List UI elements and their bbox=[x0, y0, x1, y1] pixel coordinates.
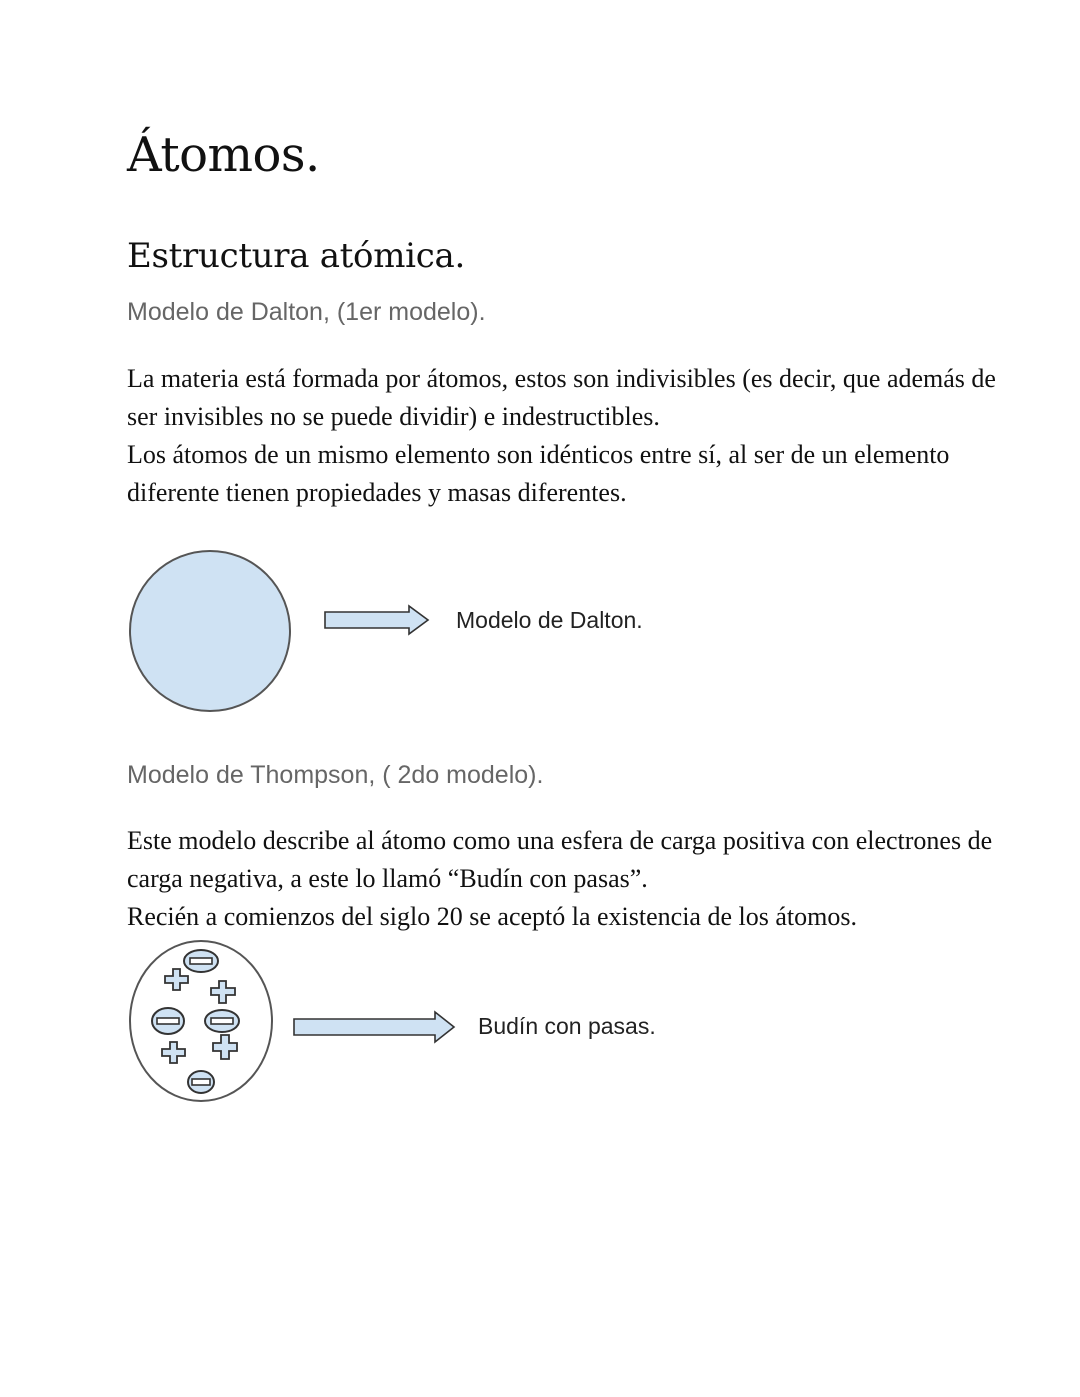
dalton-text bbox=[127, 360, 1007, 512]
dalton-paragraph-2: Los átomos de un mismo elemento son idénticos entre sí, al ser de un elemento diferente tienen propiedades y masas diferentes. bbox=[127, 440, 950, 507]
arrow-right-icon bbox=[294, 1012, 454, 1042]
section-heading: Estructura atómica. bbox=[127, 236, 465, 276]
dalton-figure-label: Modelo de Dalton. bbox=[456, 607, 643, 633]
thompson-paragraph-1: Este modelo describe al átomo como una esfera de carga positiva con electrones de carga negativa, a este lo llamó “Budín con pasas”. bbox=[127, 826, 993, 893]
thompson-heading: Modelo de Thompson, ( 2do modelo). bbox=[127, 761, 544, 789]
dalton-paragraph-1: La materia está formada por átomos, estos son indivisibles (es decir, que además de ser invisibles no se puede dividir) e indestructibles. bbox=[127, 364, 996, 431]
electron-minus-icon bbox=[152, 1008, 184, 1034]
arrow-right-icon bbox=[325, 606, 428, 634]
thompson-paragraph-2: Recién a comienzos del siglo 20 se aceptó la existencia de los átomos. bbox=[127, 902, 857, 931]
dalton-figure bbox=[120, 540, 720, 720]
electron-minus-icon bbox=[188, 1071, 214, 1093]
dalton-sphere bbox=[130, 551, 290, 711]
thompson-figure bbox=[120, 935, 720, 1110]
electron-minus-icon bbox=[184, 950, 218, 972]
dalton-heading: Modelo de Dalton, (1er modelo). bbox=[127, 298, 486, 326]
page-title: Átomos. bbox=[127, 127, 320, 183]
thompson-figure-label: Budín con pasas. bbox=[478, 1013, 656, 1039]
thompson-text bbox=[127, 822, 1007, 936]
electron-minus-icon bbox=[205, 1010, 239, 1032]
